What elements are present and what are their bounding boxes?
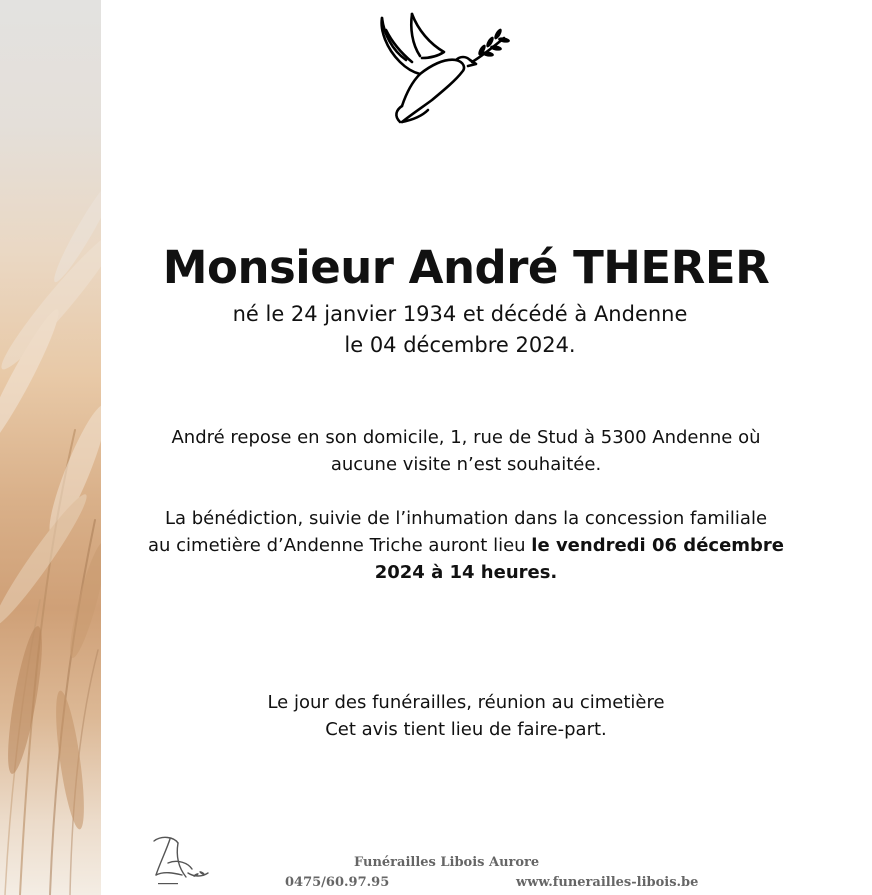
ceremony-line-2-text: au cimetière d’Andenne Triche auront lieu	[148, 535, 532, 556]
pampas-grass-illustration	[0, 0, 101, 895]
closing-line-1: Le jour des funérailles, réunion au cimetière	[267, 692, 665, 713]
resting-line-1: André repose en son domicile, 1, rue de Stud à 5300 Andenne où	[171, 427, 761, 448]
deceased-name: Monsieur André THERER	[162, 241, 770, 294]
ceremony-line-1: La bénédiction, suivie de l’inhumation dans la concession familiale	[164, 508, 768, 529]
closing-paragraph	[101, 689, 831, 743]
ceremony-paragraph	[101, 505, 831, 586]
ceremony-date-bold: le vendredi 06 décembre	[531, 535, 784, 556]
closing-line-2: Cet avis tient lieu de faire-part.	[325, 719, 607, 740]
dates-line-1: né le 24 janvier 1934 et décédé à Andenne	[232, 302, 688, 326]
libois-monogram-logo	[148, 833, 212, 889]
resting-place-paragraph	[101, 424, 831, 478]
ceremony-time-bold: 2024 à 14 heures.	[374, 562, 558, 583]
dates-line-2: le 04 décembre 2024.	[344, 333, 576, 357]
resting-line-2: aucune visite n’est souhaitée.	[330, 454, 602, 475]
dove-with-olive-branch-icon	[372, 10, 510, 130]
birth-death-dates	[110, 299, 810, 361]
side-photo-pampas-grass	[0, 0, 101, 895]
ceremony-line-2	[101, 532, 831, 559]
funeral-home-website[interactable]: www.funerailles-libois.be	[516, 875, 699, 890]
funeral-home-phone: 0475/60.97.95	[285, 875, 390, 890]
funeral-home-name: Funérailles Libois Aurore	[354, 855, 540, 870]
